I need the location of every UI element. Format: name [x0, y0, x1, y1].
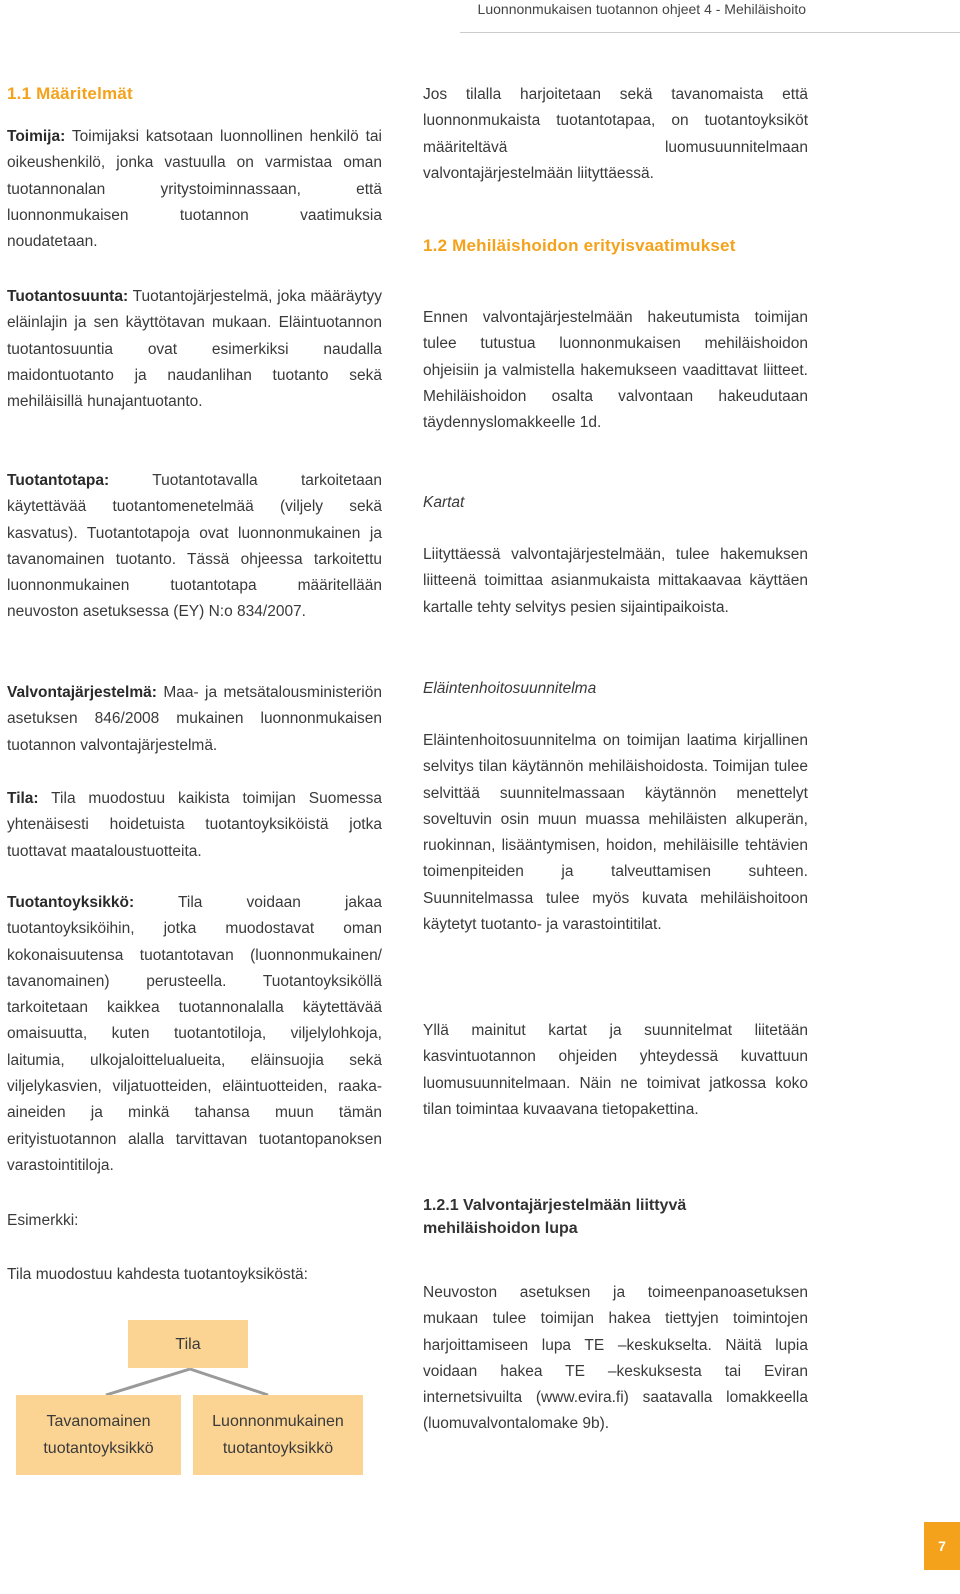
- permit-paragraph: Neuvoston asetuksen ja toimeenpanoasetuksen mukaan tulee toimijan hakea tiettyjen toimintojen harjoittamiseen lupa TE –keskukselta. Näitä lupia voidaan hakea TE –keskuksesta tai Eviran internetsivuilta (www.evira.fi) saatavalla lomakkeella (luomuvalvontalomake 9b).: [423, 1284, 808, 1433]
- header-title: Luonnonmukaisen tuotannon ohjeet 4 - Mehiläishoito: [477, 1, 806, 17]
- connector-line-right: [190, 1369, 268, 1395]
- term-label: Toimija:: [7, 128, 66, 145]
- definition-text: Tila voidaan jakaa tuotantoyksiköihin, jotka muodostavat oman kokonaisuutensa tuotantotavan (luonnonmukainen/ tavanomainen) perusteella. Tuotantoyksiköllä tarkoitetaan kaikkea tuotannonalalla käytettävää omaisuutta, kuten tuotantotiloja, viljelylohkoja, laitumia, ulkojaloittelualueita, eläinsuojia sekä viljelykasvien, viljatuotteiden, eläintuotteiden, raaka-aineiden ja minkä tahansa muun tämän erityistuotannon alalla tarvittavan tuotantopanoksen varastointitiloja.: [7, 894, 382, 1174]
- plan-paragraph: Eläintenhoitosuunnitelma on toimijan laatima kirjallinen selvitys tilan käytännön mehiläishoidosta. Toimijan tulee selvittää suunnitelmassaan käytännön menettelyt soveltuvin osin muun muassa mehiläisten alkuperän, ruokinnan, lisääntymisen, hoidon, mehiläisille tehtävien toimenpiteiden ja talveuttamisen suhteen. Suunnitelmassa tulee myös kuvata mehiläishoitoon käytetyt tuotanto- ja varastointitilat.: [423, 732, 808, 934]
- definition-text: Toimijaksi katsotaan luonnollinen henkilö tai oikeushenkilö, jonka vastuulla on varmistaa oman tuotannonalan yritystoiminnassaan, että luonnonmukaisen tuotannon vaatimuksia noudatetaan.: [7, 128, 382, 251]
- maps-title: Kartat: [423, 494, 465, 511]
- diagram-box-label: Tavanomainen tuotantoyksikkö: [43, 1413, 154, 1457]
- maps-paragraph: Liityttäessä valvontajärjestelmään, tulee hakemuksen liitteenä toimittaa asianmukaista mittakaavaa käyttäen kartalle tehty selvitys pesien sijaintipaikoista.: [423, 546, 808, 616]
- diagram-box-label: Luonnonmukainen tuotantoyksikkö: [212, 1413, 344, 1457]
- diagram-box-farm: [128, 1320, 248, 1368]
- summary-paragraph: Yllä mainitut kartat ja suunnitelmat liitetään kasvintuotannon ohjeiden yhteydessä kuvattuun luomusuunnitelmaan. Näin ne toimivat jatkossa koko tilan toimintaa kuvaavana tietopakettina.: [423, 1022, 808, 1118]
- plan-title: Eläintenhoitosuunnitelma: [423, 680, 597, 697]
- term-label: Tuotantotapa:: [7, 472, 110, 489]
- subsection-heading-permit: 1.2.1 Valvontajärjestelmään liittyvä mehiläishoidon lupa: [423, 1197, 687, 1237]
- section-heading-definitions: 1.1 Määritelmät: [7, 84, 133, 103]
- diagram-box-organic-unit: [193, 1395, 363, 1475]
- definition-text: Tuotantotavalla tarkoitetaan käytettävää tuotantomenetelmää (viljely sekä kasvatus). Tuotantotapoja ovat luonnonmukainen ja tavanomainen tuotanto. Tässä ohjeessa tarkoitettu luonnonmukainen tuotantotapa määritellään neuvoston asetuksessa (EY) N:o 834/2007.: [7, 472, 382, 621]
- definition-text: Tuotantojärjestelmä, joka määräytyy eläinlajin ja sen käyttötavan mukaan. Eläintuotannon tuotantosuuntia ovat esimerkiksi naudalla maidontuotanto ja naudanlihan tuotanto sekä mehiläisillä hunajantuotanto.: [7, 288, 382, 411]
- page-number: 7: [924, 1522, 960, 1570]
- definition-text: Tila muodostuu kaikista toimijan Suomessa yhtenäisesti hoidetuista tuotantoyksiköistä jotka tuottavat maataloustuotteita.: [7, 790, 382, 860]
- term-label: Tuotantosuunta:: [7, 288, 129, 305]
- connector-line-left: [106, 1369, 190, 1395]
- application-paragraph: Ennen valvontajärjestelmään hakeutumista toimijan tulee tutustua luonnonmukaisen mehiläishoidon ohjeisiin ja valmistella hakemukseen vaadittavat liitteet. Mehiläishoidon osalta valvontaan hakeudutaan täydennyslomakkeelle 1d.: [423, 309, 808, 432]
- example-text: Tila muodostuu kahdesta tuotantoyksiköstä:: [7, 1266, 308, 1283]
- term-label: Valvontajärjestelmä:: [7, 684, 157, 701]
- term-label: Tuotantoyksikkö:: [7, 894, 135, 911]
- example-label: Esimerkki:: [7, 1212, 79, 1229]
- definition-text: Maa- ja metsätalousministeriön asetuksen 846/2008 mukainen luonnonmukaisen tuotannon valvontajärjestelmä.: [7, 684, 382, 754]
- diagram-box-conventional-unit: [16, 1395, 181, 1475]
- term-label: Tila:: [7, 790, 39, 807]
- diagram-box-label: Tila: [175, 1335, 201, 1353]
- section-heading-beekeeping: 1.2 Mehiläishoidon erityisvaatimukset: [423, 236, 736, 255]
- intro-paragraph: Jos tilalla harjoitetaan sekä tavanomaista että luonnonmukaista tuotantotapaa, on tuotantoyksiköt määriteltävä luomusuunnitelmaan valvontajärjestelmään liityttäessä.: [423, 86, 808, 182]
